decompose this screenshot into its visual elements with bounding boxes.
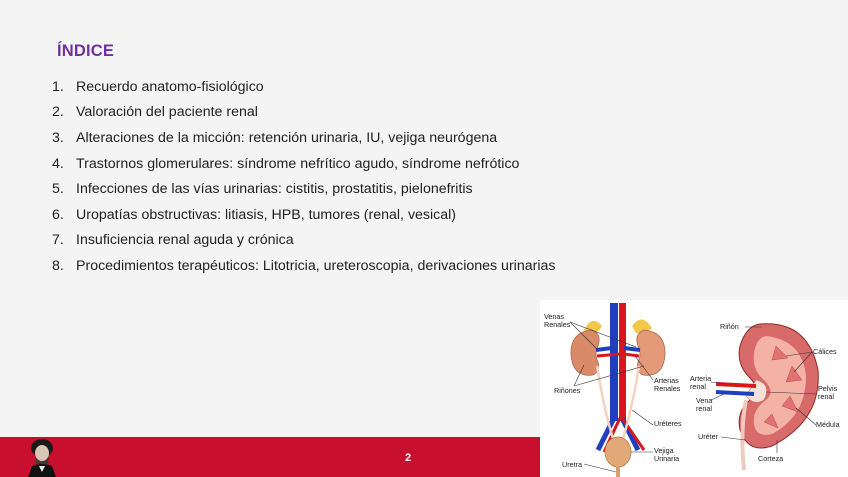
label-pelvis-renal [818, 385, 837, 401]
urethra [616, 466, 620, 477]
label-text: Venas [544, 312, 564, 321]
label-text: Urinaria [654, 454, 680, 463]
toc-item-text: Infecciones de las vías urinarias: cistitis, prostatitis, pielonefritis [76, 181, 473, 198]
toc-item [52, 74, 555, 100]
toc-item-text: Alteraciones de la micción: retención urinaria, IU, vejiga neurógena [76, 129, 498, 146]
aorta [619, 303, 626, 421]
label-calices: Cálices [813, 347, 837, 356]
toc-item-text: Insuficiencia renal aguda y crónica [76, 232, 294, 249]
label-ureteres: Uréteres [654, 419, 682, 428]
label-ureter: Uréter [698, 432, 718, 441]
label-text: Arterias [654, 376, 679, 385]
toc-item-number: 1. [52, 78, 64, 95]
toc-item-text: Valoración del paciente renal [76, 104, 258, 121]
label-vena-renal [696, 397, 712, 413]
bladder [605, 437, 631, 467]
label-text: Renales [544, 320, 571, 329]
urinary-system-figure [540, 300, 848, 477]
toc-item-number: 7. [52, 232, 64, 249]
toc-item-number: 5. [52, 181, 64, 198]
page-number: 2 [404, 452, 412, 464]
toc-item [52, 253, 555, 279]
label-vejiga-urinaria [654, 447, 679, 463]
label-venas-renales [544, 313, 570, 329]
label-text: renal [818, 392, 834, 401]
label-arterias-renales [654, 377, 680, 393]
label-medula: Médula [816, 420, 840, 429]
toc-item-number: 2. [52, 104, 64, 121]
table-of-contents [52, 74, 555, 279]
label-uretra: Uretra [562, 460, 582, 469]
toc-item [52, 202, 555, 228]
label-text: Arteria [690, 374, 712, 383]
toc-item-number: 8. [52, 257, 64, 274]
label-text: Vena [696, 396, 713, 405]
label-rinones: Riñones [554, 386, 581, 395]
slide-title: ÍNDICE [57, 42, 115, 60]
toc-item-text: Recuerdo anatomo-fisiológico [76, 78, 264, 95]
toc-item [52, 151, 555, 177]
toc-item-text: Uropatías obstructivas: litiasis, HPB, tumores (renal, vesical) [76, 206, 457, 223]
label-corteza: Corteza [758, 454, 784, 463]
label-text: renal [696, 404, 712, 413]
label-text: Pelvis [818, 384, 838, 393]
toc-item-number: 3. [52, 129, 64, 146]
label-text: Vejiga [654, 446, 674, 455]
label-rinon: Riñón [720, 322, 739, 331]
toc-item-text: Procedimientos terapéuticos: Litotricia, ureteroscopia, derivaciones urinarias [76, 257, 556, 274]
portrait-logo-icon [22, 436, 62, 477]
toc-item-text: Trastornos glomerulares: síndrome nefrítico agudo, síndrome nefrótico [76, 155, 520, 172]
label-text: Renales [654, 384, 681, 393]
label-text: renal [690, 382, 706, 391]
kidney-right [637, 330, 665, 375]
vena-cava [610, 303, 618, 421]
toc-item [52, 125, 555, 151]
toc-item-number: 4. [52, 155, 64, 172]
toc-item [52, 228, 555, 254]
toc-item [52, 176, 555, 202]
toc-item [52, 100, 555, 126]
label-arteria-renal [690, 375, 711, 391]
toc-item-number: 6. [52, 206, 64, 223]
